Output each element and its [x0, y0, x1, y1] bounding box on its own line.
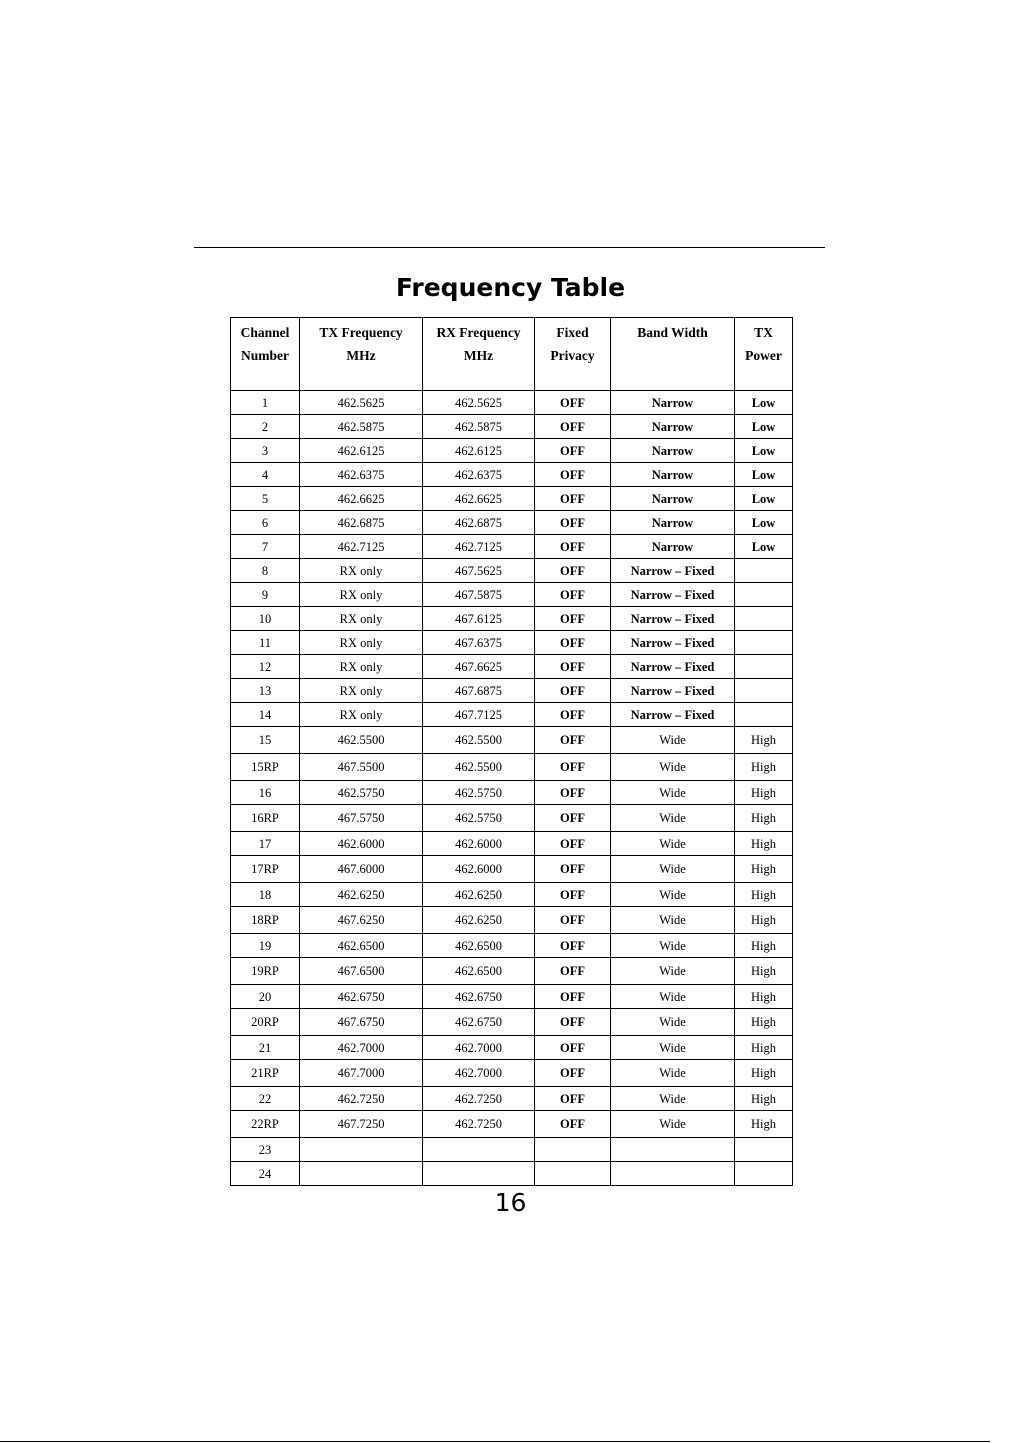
header-tx-power: TX Power — [735, 318, 793, 391]
cell-tx-power: Low — [735, 511, 793, 535]
cell-channel: 1 — [231, 391, 300, 415]
cell-tx-frequency: 467.6250 — [300, 907, 423, 934]
cell-channel: 4 — [231, 463, 300, 487]
table-row — [231, 535, 793, 559]
cell-band-width: Narrow — [611, 535, 735, 559]
cell-channel: 14 — [231, 703, 300, 727]
cell-tx-power: High — [735, 907, 793, 934]
cell-tx-power: High — [735, 832, 793, 856]
cell-rx-frequency: 467.6875 — [423, 679, 535, 703]
cell-tx-power: High — [735, 1036, 793, 1060]
cell-band-width: Wide — [611, 1036, 735, 1060]
cell-fixed-privacy: OFF — [535, 703, 611, 727]
cell-tx-power: High — [735, 985, 793, 1009]
cell-rx-frequency: 462.5500 — [423, 754, 535, 781]
cell-tx-frequency: 462.5875 — [300, 415, 423, 439]
cell-band-width — [611, 1162, 735, 1186]
cell-tx-frequency: 462.5625 — [300, 391, 423, 415]
cell-rx-frequency: 462.5625 — [423, 391, 535, 415]
table-row — [231, 679, 793, 703]
table-row — [231, 607, 793, 631]
cell-tx-frequency: 462.6500 — [300, 934, 423, 958]
cell-fixed-privacy: OFF — [535, 679, 611, 703]
table-row — [231, 805, 793, 832]
cell-fixed-privacy: OFF — [535, 727, 611, 754]
cell-fixed-privacy: OFF — [535, 907, 611, 934]
cell-tx-power: Low — [735, 439, 793, 463]
cell-channel: 24 — [231, 1162, 300, 1186]
cell-tx-power: High — [735, 727, 793, 754]
cell-tx-power: Low — [735, 463, 793, 487]
cell-rx-frequency: 462.6375 — [423, 463, 535, 487]
cell-tx-frequency: 462.5750 — [300, 781, 423, 805]
table-row — [231, 1009, 793, 1036]
cell-band-width: Narrow — [611, 487, 735, 511]
cell-fixed-privacy: OFF — [535, 1087, 611, 1111]
cell-band-width: Wide — [611, 985, 735, 1009]
cell-band-width: Wide — [611, 1060, 735, 1087]
cell-rx-frequency: 462.6625 — [423, 487, 535, 511]
cell-channel: 17 — [231, 832, 300, 856]
cell-rx-frequency: 467.5875 — [423, 583, 535, 607]
cell-fixed-privacy: OFF — [535, 655, 611, 679]
cell-band-width: Wide — [611, 781, 735, 805]
table-row — [231, 1138, 793, 1162]
table-row — [231, 439, 793, 463]
table-row — [231, 583, 793, 607]
cell-fixed-privacy: OFF — [535, 1060, 611, 1087]
cell-rx-frequency: 467.5625 — [423, 559, 535, 583]
cell-band-width: Wide — [611, 727, 735, 754]
cell-fixed-privacy: OFF — [535, 487, 611, 511]
cell-band-width: Wide — [611, 805, 735, 832]
cell-tx-frequency: 462.5500 — [300, 727, 423, 754]
table-header-row — [231, 318, 793, 391]
cell-tx-power — [735, 1162, 793, 1186]
cell-channel: 18 — [231, 883, 300, 907]
cell-channel: 2 — [231, 415, 300, 439]
table-row — [231, 856, 793, 883]
cell-band-width — [611, 1138, 735, 1162]
cell-band-width: Narrow — [611, 391, 735, 415]
cell-band-width: Narrow – Fixed — [611, 679, 735, 703]
cell-channel: 23 — [231, 1138, 300, 1162]
table-row — [231, 511, 793, 535]
cell-band-width: Wide — [611, 958, 735, 985]
cell-tx-frequency: 462.7125 — [300, 535, 423, 559]
table-row — [231, 655, 793, 679]
table-row — [231, 415, 793, 439]
table-row — [231, 631, 793, 655]
cell-tx-frequency: 462.6750 — [300, 985, 423, 1009]
cell-tx-power: High — [735, 883, 793, 907]
cell-band-width: Narrow – Fixed — [611, 559, 735, 583]
cell-tx-power — [735, 559, 793, 583]
cell-tx-frequency: 462.6125 — [300, 439, 423, 463]
cell-tx-power: High — [735, 1009, 793, 1036]
cell-tx-power — [735, 703, 793, 727]
cell-channel: 17RP — [231, 856, 300, 883]
cell-fixed-privacy: OFF — [535, 535, 611, 559]
cell-tx-frequency: 462.6375 — [300, 463, 423, 487]
cell-rx-frequency: 462.5750 — [423, 781, 535, 805]
cell-tx-frequency: 462.6875 — [300, 511, 423, 535]
cell-tx-power: High — [735, 1087, 793, 1111]
cell-fixed-privacy: OFF — [535, 958, 611, 985]
cell-channel: 16RP — [231, 805, 300, 832]
cell-rx-frequency: 467.6125 — [423, 607, 535, 631]
cell-fixed-privacy — [535, 1138, 611, 1162]
cell-channel: 16 — [231, 781, 300, 805]
cell-tx-power: High — [735, 934, 793, 958]
cell-band-width: Wide — [611, 1111, 735, 1138]
cell-channel: 13 — [231, 679, 300, 703]
cell-channel: 20 — [231, 985, 300, 1009]
header-channel-number: Channel Number — [231, 318, 300, 391]
cell-band-width: Wide — [611, 754, 735, 781]
footer-rule — [0, 1441, 990, 1442]
table-row — [231, 559, 793, 583]
cell-tx-frequency — [300, 1138, 423, 1162]
cell-band-width: Wide — [611, 1087, 735, 1111]
cell-fixed-privacy: OFF — [535, 1036, 611, 1060]
cell-channel: 5 — [231, 487, 300, 511]
cell-tx-power: Low — [735, 487, 793, 511]
cell-tx-power: High — [735, 1111, 793, 1138]
cell-rx-frequency — [423, 1162, 535, 1186]
cell-channel: 12 — [231, 655, 300, 679]
header-fixed-privacy: Fixed Privacy — [535, 318, 611, 391]
cell-tx-frequency: 462.6250 — [300, 883, 423, 907]
cell-tx-frequency: RX only — [300, 631, 423, 655]
cell-fixed-privacy: OFF — [535, 391, 611, 415]
cell-tx-frequency — [300, 1162, 423, 1186]
cell-channel: 21RP — [231, 1060, 300, 1087]
table-row — [231, 958, 793, 985]
cell-tx-power: High — [735, 781, 793, 805]
cell-channel: 22 — [231, 1087, 300, 1111]
cell-band-width: Narrow – Fixed — [611, 607, 735, 631]
cell-rx-frequency: 467.6375 — [423, 631, 535, 655]
table-row — [231, 703, 793, 727]
table-row — [231, 1111, 793, 1138]
cell-channel: 22RP — [231, 1111, 300, 1138]
cell-tx-power — [735, 679, 793, 703]
cell-fixed-privacy: OFF — [535, 583, 611, 607]
cell-fixed-privacy: OFF — [535, 1009, 611, 1036]
table-row — [231, 934, 793, 958]
cell-rx-frequency: 462.7125 — [423, 535, 535, 559]
cell-rx-frequency: 467.6625 — [423, 655, 535, 679]
table-row — [231, 391, 793, 415]
cell-rx-frequency: 462.6000 — [423, 832, 535, 856]
cell-tx-frequency: RX only — [300, 679, 423, 703]
cell-fixed-privacy: OFF — [535, 805, 611, 832]
cell-band-width: Narrow — [611, 439, 735, 463]
cell-rx-frequency: 462.7000 — [423, 1060, 535, 1087]
cell-rx-frequency: 462.5750 — [423, 805, 535, 832]
table-row — [231, 1162, 793, 1186]
cell-rx-frequency — [423, 1138, 535, 1162]
cell-channel: 21 — [231, 1036, 300, 1060]
cell-rx-frequency: 462.6250 — [423, 883, 535, 907]
table-row — [231, 463, 793, 487]
cell-band-width: Narrow – Fixed — [611, 583, 735, 607]
cell-tx-frequency: 462.7250 — [300, 1087, 423, 1111]
table-row — [231, 727, 793, 754]
cell-fixed-privacy: OFF — [535, 934, 611, 958]
cell-tx-frequency: 462.7000 — [300, 1036, 423, 1060]
cell-tx-frequency: 467.6750 — [300, 1009, 423, 1036]
cell-band-width: Narrow – Fixed — [611, 655, 735, 679]
table-row — [231, 1060, 793, 1087]
header-rx-frequency: RX Frequency MHz — [423, 318, 535, 391]
cell-rx-frequency: 462.7250 — [423, 1111, 535, 1138]
cell-band-width: Wide — [611, 934, 735, 958]
cell-tx-power: Low — [735, 415, 793, 439]
cell-channel: 15RP — [231, 754, 300, 781]
cell-tx-power: Low — [735, 391, 793, 415]
cell-tx-frequency: RX only — [300, 703, 423, 727]
cell-channel: 18RP — [231, 907, 300, 934]
cell-fixed-privacy: OFF — [535, 631, 611, 655]
table-row — [231, 487, 793, 511]
cell-channel: 9 — [231, 583, 300, 607]
cell-rx-frequency: 462.6750 — [423, 985, 535, 1009]
cell-channel: 15 — [231, 727, 300, 754]
cell-band-width: Narrow — [611, 511, 735, 535]
cell-rx-frequency: 462.5875 — [423, 415, 535, 439]
cell-rx-frequency: 462.6875 — [423, 511, 535, 535]
cell-tx-power — [735, 583, 793, 607]
cell-band-width: Wide — [611, 832, 735, 856]
cell-channel: 8 — [231, 559, 300, 583]
cell-tx-power — [735, 1138, 793, 1162]
cell-band-width: Narrow — [611, 415, 735, 439]
cell-band-width: Wide — [611, 1009, 735, 1036]
cell-tx-power: High — [735, 805, 793, 832]
cell-fixed-privacy: OFF — [535, 985, 611, 1009]
cell-fixed-privacy: OFF — [535, 1111, 611, 1138]
cell-tx-frequency: RX only — [300, 655, 423, 679]
cell-fixed-privacy — [535, 1162, 611, 1186]
cell-tx-frequency: 467.5500 — [300, 754, 423, 781]
cell-tx-power: High — [735, 958, 793, 985]
cell-channel: 19 — [231, 934, 300, 958]
cell-tx-frequency: 462.6000 — [300, 832, 423, 856]
cell-channel: 19RP — [231, 958, 300, 985]
cell-tx-frequency: RX only — [300, 559, 423, 583]
cell-channel: 7 — [231, 535, 300, 559]
table-row — [231, 781, 793, 805]
header-tx-frequency: TX Frequency MHz — [300, 318, 423, 391]
cell-tx-frequency: 467.7250 — [300, 1111, 423, 1138]
cell-tx-power — [735, 655, 793, 679]
cell-band-width: Wide — [611, 883, 735, 907]
cell-tx-frequency: 467.5750 — [300, 805, 423, 832]
cell-tx-frequency: RX only — [300, 583, 423, 607]
cell-rx-frequency: 462.7000 — [423, 1036, 535, 1060]
cell-tx-frequency: 467.6500 — [300, 958, 423, 985]
cell-fixed-privacy: OFF — [535, 415, 611, 439]
cell-band-width: Wide — [611, 907, 735, 934]
cell-tx-power — [735, 607, 793, 631]
header-rule — [194, 247, 825, 248]
cell-rx-frequency: 462.6250 — [423, 907, 535, 934]
cell-band-width: Narrow – Fixed — [611, 631, 735, 655]
cell-fixed-privacy: OFF — [535, 607, 611, 631]
cell-band-width: Narrow – Fixed — [611, 703, 735, 727]
page-number: 16 — [494, 1188, 527, 1217]
page-title: Frequency Table — [395, 273, 626, 302]
cell-fixed-privacy: OFF — [535, 856, 611, 883]
table-body — [231, 391, 793, 1186]
table-row — [231, 1036, 793, 1060]
cell-tx-power — [735, 631, 793, 655]
frequency-table — [230, 317, 793, 1186]
cell-channel: 11 — [231, 631, 300, 655]
table-row — [231, 832, 793, 856]
cell-rx-frequency: 462.6500 — [423, 958, 535, 985]
cell-rx-frequency: 467.7125 — [423, 703, 535, 727]
cell-tx-power: High — [735, 856, 793, 883]
cell-fixed-privacy: OFF — [535, 883, 611, 907]
cell-band-width: Narrow — [611, 463, 735, 487]
table-row — [231, 907, 793, 934]
cell-channel: 10 — [231, 607, 300, 631]
cell-fixed-privacy: OFF — [535, 559, 611, 583]
header-band-width: Band Width — [611, 318, 735, 391]
cell-fixed-privacy: OFF — [535, 754, 611, 781]
cell-tx-power: High — [735, 1060, 793, 1087]
cell-rx-frequency: 462.5500 — [423, 727, 535, 754]
table-row — [231, 754, 793, 781]
cell-band-width: Wide — [611, 856, 735, 883]
cell-rx-frequency: 462.6000 — [423, 856, 535, 883]
cell-fixed-privacy: OFF — [535, 781, 611, 805]
table-row — [231, 1087, 793, 1111]
cell-tx-frequency: 462.6625 — [300, 487, 423, 511]
cell-channel: 20RP — [231, 1009, 300, 1036]
cell-rx-frequency: 462.6500 — [423, 934, 535, 958]
cell-tx-power: High — [735, 754, 793, 781]
table-row — [231, 985, 793, 1009]
cell-channel: 6 — [231, 511, 300, 535]
cell-fixed-privacy: OFF — [535, 463, 611, 487]
cell-tx-frequency: 467.6000 — [300, 856, 423, 883]
cell-tx-frequency: RX only — [300, 607, 423, 631]
table-row — [231, 883, 793, 907]
cell-fixed-privacy: OFF — [535, 832, 611, 856]
cell-tx-power: Low — [735, 535, 793, 559]
cell-channel: 3 — [231, 439, 300, 463]
cell-fixed-privacy: OFF — [535, 511, 611, 535]
cell-tx-frequency: 467.7000 — [300, 1060, 423, 1087]
cell-rx-frequency: 462.6125 — [423, 439, 535, 463]
cell-fixed-privacy: OFF — [535, 439, 611, 463]
cell-rx-frequency: 462.6750 — [423, 1009, 535, 1036]
cell-rx-frequency: 462.7250 — [423, 1087, 535, 1111]
